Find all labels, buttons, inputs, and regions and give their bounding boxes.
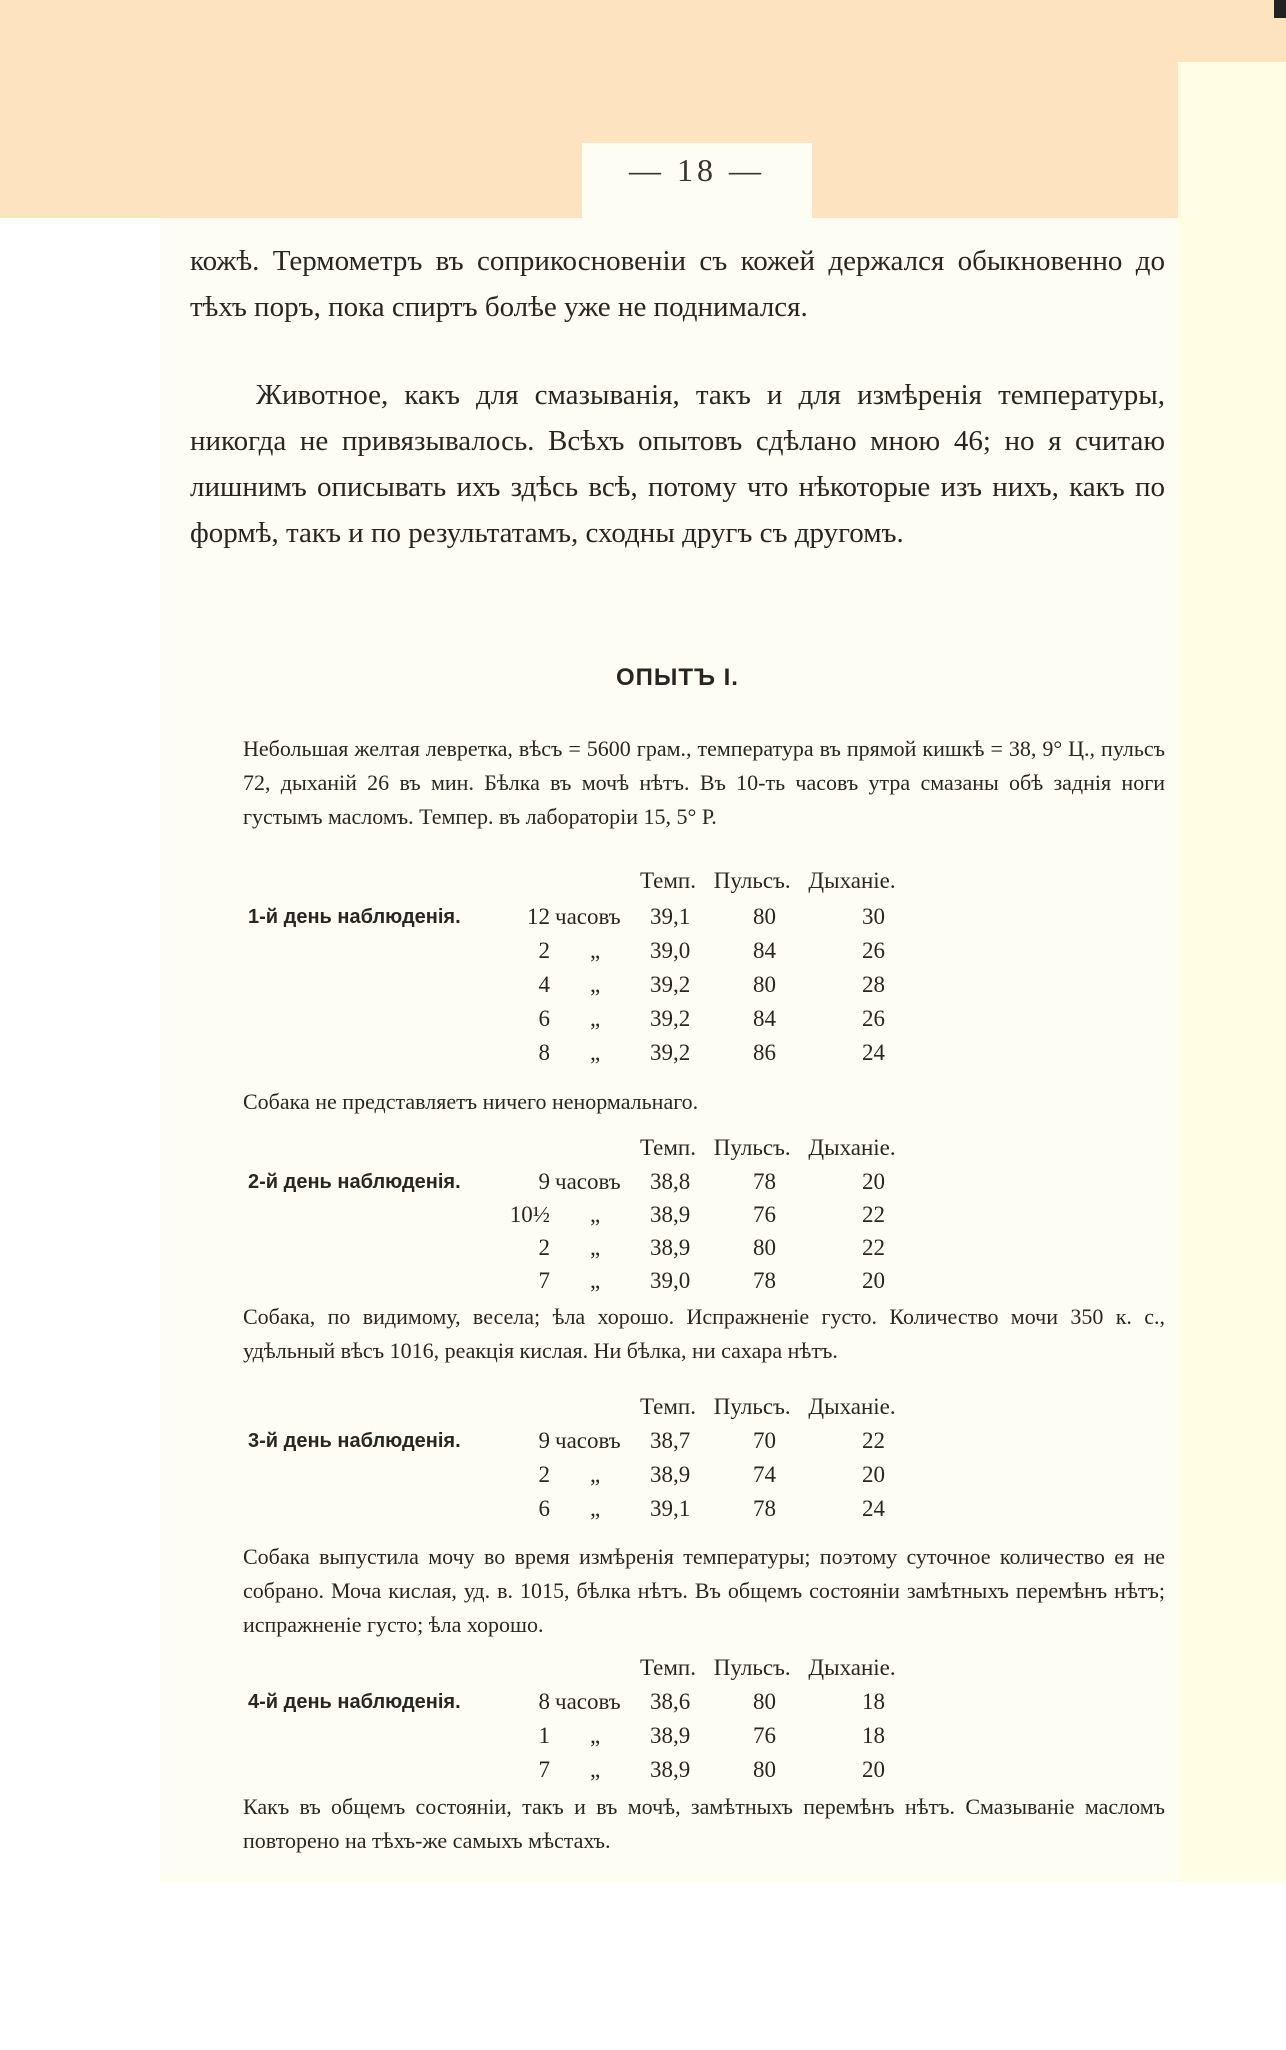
table-row <box>0 1202 1286 1236</box>
temp-cell: 38,9 <box>650 1235 691 1260</box>
table-row <box>0 1689 1286 1723</box>
hours-unit: часовъ <box>555 1169 621 1194</box>
temp-cell: 38,9 <box>650 1202 691 1227</box>
table-header <box>640 868 908 894</box>
table-row <box>0 904 1286 938</box>
temp-cell: 38,8 <box>650 1169 691 1194</box>
resp-cell: 20 <box>862 1169 885 1194</box>
hour-cell: 2 <box>538 1462 550 1487</box>
hour-cell: 8 <box>538 1689 550 1714</box>
ditto-mark: „ <box>590 1496 601 1521</box>
temp-cell: 38,6 <box>650 1689 691 1714</box>
temp-cell: 39,2 <box>650 1006 691 1031</box>
resp-header: Дыханіе. <box>808 1135 896 1160</box>
hour-cell: 9 <box>538 1169 550 1194</box>
resp-cell: 20 <box>862 1757 885 1782</box>
observation-note-4: Какъ въ общемъ состояніи, такъ и въ мочѣ, замѣтныхъ перемѣнъ нѣтъ. Смазываніе масломъ повторено на тѣхъ-же самыхъ мѣстахъ. <box>243 1794 1165 1853</box>
temp-cell: 38,7 <box>650 1428 691 1453</box>
hours-unit: часовъ <box>555 904 621 929</box>
resp-cell: 22 <box>862 1428 885 1453</box>
table-row <box>0 1723 1286 1757</box>
ditto-mark: „ <box>590 1268 601 1293</box>
table-header <box>640 1655 908 1681</box>
pulse-cell: 70 <box>753 1428 776 1453</box>
hour-cell: 9 <box>538 1428 550 1453</box>
resp-cell: 26 <box>862 938 885 963</box>
day-label: 4-й день наблюденія. <box>248 1691 461 1713</box>
observation-note-2: Собака, по видимому, весела; ѣла хорошо. Испражненіе густо. Количество мочи 350 к. с., удѣльный вѣсъ 1016, реакція кислая. Ни бѣлка, ни сахара нѣтъ. <box>243 1304 1165 1363</box>
resp-cell: 22 <box>862 1202 885 1227</box>
hour-cell: 6 <box>538 1006 550 1031</box>
table-row <box>0 1235 1286 1269</box>
table-row <box>0 938 1286 972</box>
pulse-cell: 78 <box>753 1169 776 1194</box>
pulse-cell: 74 <box>753 1462 776 1487</box>
experiment-intro: Небольшая желтая левретка, вѣсъ = 5600 грам., температура въ прямой кишкѣ = 38, 9° Ц., пульсъ 72, дыханій 26 въ мин. Бѣлка въ мочѣ нѣтъ. Въ 10-ть часовъ утра смазаны обѣ заднія ноги густымъ масломъ. Темпер. въ лабораторіи 15, 5° Р. <box>243 736 1165 829</box>
paragraph-2: Животное, какъ для смазыванія, такъ и для измѣренія температуры, никогда не привязывалось. Всѣхъ опытовъ сдѣлано мною 46; но я считаю лишнимъ описывать ихъ здѣсь всѣ, потому что нѣкоторые изъ нихъ, какъ по формѣ, такъ и по результатамъ, сходны другъ съ другомъ. <box>190 379 1165 549</box>
day-label: 2-й день наблюденія. <box>248 1171 461 1193</box>
hour-cell: 4 <box>538 972 550 997</box>
pulse-header: Пульсъ. <box>713 1135 791 1160</box>
corner-mark <box>1274 0 1286 18</box>
hour-cell: 2 <box>538 1235 550 1260</box>
pulse-cell: 84 <box>753 938 776 963</box>
day-label: 3-й день наблюденія. <box>248 1430 461 1452</box>
table-row <box>0 1757 1286 1791</box>
ditto-mark: „ <box>590 1462 601 1487</box>
ditto-mark: „ <box>590 1235 601 1260</box>
pulse-cell: 80 <box>753 972 776 997</box>
resp-cell: 24 <box>862 1496 885 1521</box>
temp-header: Темп. <box>640 1135 696 1160</box>
paragraph-1: кожѣ. Термометръ въ соприкосновеніи съ кожей держался обыкновенно до тѣхъ поръ, пока спиртъ болѣе уже не поднимался. <box>190 245 1165 323</box>
ditto-mark: „ <box>590 1006 601 1031</box>
hour-cell: 6 <box>538 1496 550 1521</box>
hour-cell: 7 <box>538 1757 550 1782</box>
ditto-mark: „ <box>590 1040 601 1065</box>
ditto-mark: „ <box>590 1202 601 1227</box>
hour-cell: 1 <box>538 1723 550 1748</box>
temp-cell: 39,2 <box>650 972 691 997</box>
ditto-mark: „ <box>590 972 601 997</box>
temp-cell: 38,9 <box>650 1462 691 1487</box>
hour-cell: 8 <box>538 1040 550 1065</box>
pulse-cell: 76 <box>753 1723 776 1748</box>
observation-note-3: Собака выпустила мочу во время измѣренія температуры; поэтому суточное количество ея не собрано. Моча кислая, уд. в. 1015, бѣлка нѣтъ. Въ общемъ состояніи замѣтныхъ перемѣнъ нѣтъ; испражненіе густо; ѣла хорошо. <box>243 1544 1165 1637</box>
pulse-header: Пульсъ. <box>713 1655 791 1680</box>
resp-cell: 22 <box>862 1235 885 1260</box>
temp-cell: 38,9 <box>650 1723 691 1748</box>
pulse-cell: 86 <box>753 1040 776 1065</box>
table-row <box>0 1268 1286 1302</box>
pulse-cell: 76 <box>753 1202 776 1227</box>
ditto-mark: „ <box>590 938 601 963</box>
resp-header: Дыханіе. <box>808 868 896 893</box>
temp-cell: 38,9 <box>650 1757 691 1782</box>
resp-cell: 26 <box>862 1006 885 1031</box>
observation-note-1: Собака не представляетъ ничего ненормальнаго. <box>243 1089 699 1114</box>
ditto-mark: „ <box>590 1723 601 1748</box>
table-row <box>0 972 1286 1006</box>
hour-cell: 2 <box>538 938 550 963</box>
hours-unit: часовъ <box>555 1428 621 1453</box>
temp-cell: 39,0 <box>650 1268 691 1293</box>
resp-cell: 28 <box>862 972 885 997</box>
resp-cell: 18 <box>862 1723 885 1748</box>
temp-header: Темп. <box>640 1655 696 1680</box>
experiment-heading: ОПЫТЪ I. <box>616 664 739 691</box>
table-row <box>0 1462 1286 1496</box>
hour-cell: 7 <box>538 1268 550 1293</box>
resp-cell: 30 <box>862 904 885 929</box>
pulse-cell: 84 <box>753 1006 776 1031</box>
pulse-header: Пульсъ. <box>713 868 791 893</box>
table-row <box>0 1428 1286 1462</box>
temp-cell: 39,0 <box>650 938 691 963</box>
pulse-cell: 80 <box>753 904 776 929</box>
resp-cell: 20 <box>862 1268 885 1293</box>
temp-cell: 39,1 <box>650 1496 691 1521</box>
hour-cell: 12 <box>527 904 550 929</box>
table-header <box>640 1135 908 1161</box>
day-label: 1-й день наблюденія. <box>248 906 461 928</box>
temp-cell: 39,2 <box>650 1040 691 1065</box>
resp-header: Дыханіе. <box>808 1655 896 1680</box>
hour-cell: 10½ <box>509 1202 550 1227</box>
page-number: — 18 — <box>629 152 765 188</box>
resp-cell: 24 <box>862 1040 885 1065</box>
temp-header: Темп. <box>640 1394 696 1419</box>
pulse-cell: 80 <box>753 1689 776 1714</box>
temp-header: Темп. <box>640 868 696 893</box>
table-row <box>0 1040 1286 1074</box>
temp-cell: 39,1 <box>650 904 691 929</box>
ditto-mark: „ <box>590 1757 601 1782</box>
pulse-cell: 80 <box>753 1235 776 1260</box>
table-header <box>640 1394 908 1420</box>
pulse-cell: 78 <box>753 1496 776 1521</box>
resp-header: Дыханіе. <box>808 1394 896 1419</box>
pulse-cell: 80 <box>753 1757 776 1782</box>
hours-unit: часовъ <box>555 1689 621 1714</box>
resp-cell: 18 <box>862 1689 885 1714</box>
resp-cell: 20 <box>862 1462 885 1487</box>
pulse-header: Пульсъ. <box>713 1394 791 1419</box>
table-row <box>0 1006 1286 1040</box>
pulse-cell: 78 <box>753 1268 776 1293</box>
table-row <box>0 1169 1286 1203</box>
table-row <box>0 1496 1286 1530</box>
